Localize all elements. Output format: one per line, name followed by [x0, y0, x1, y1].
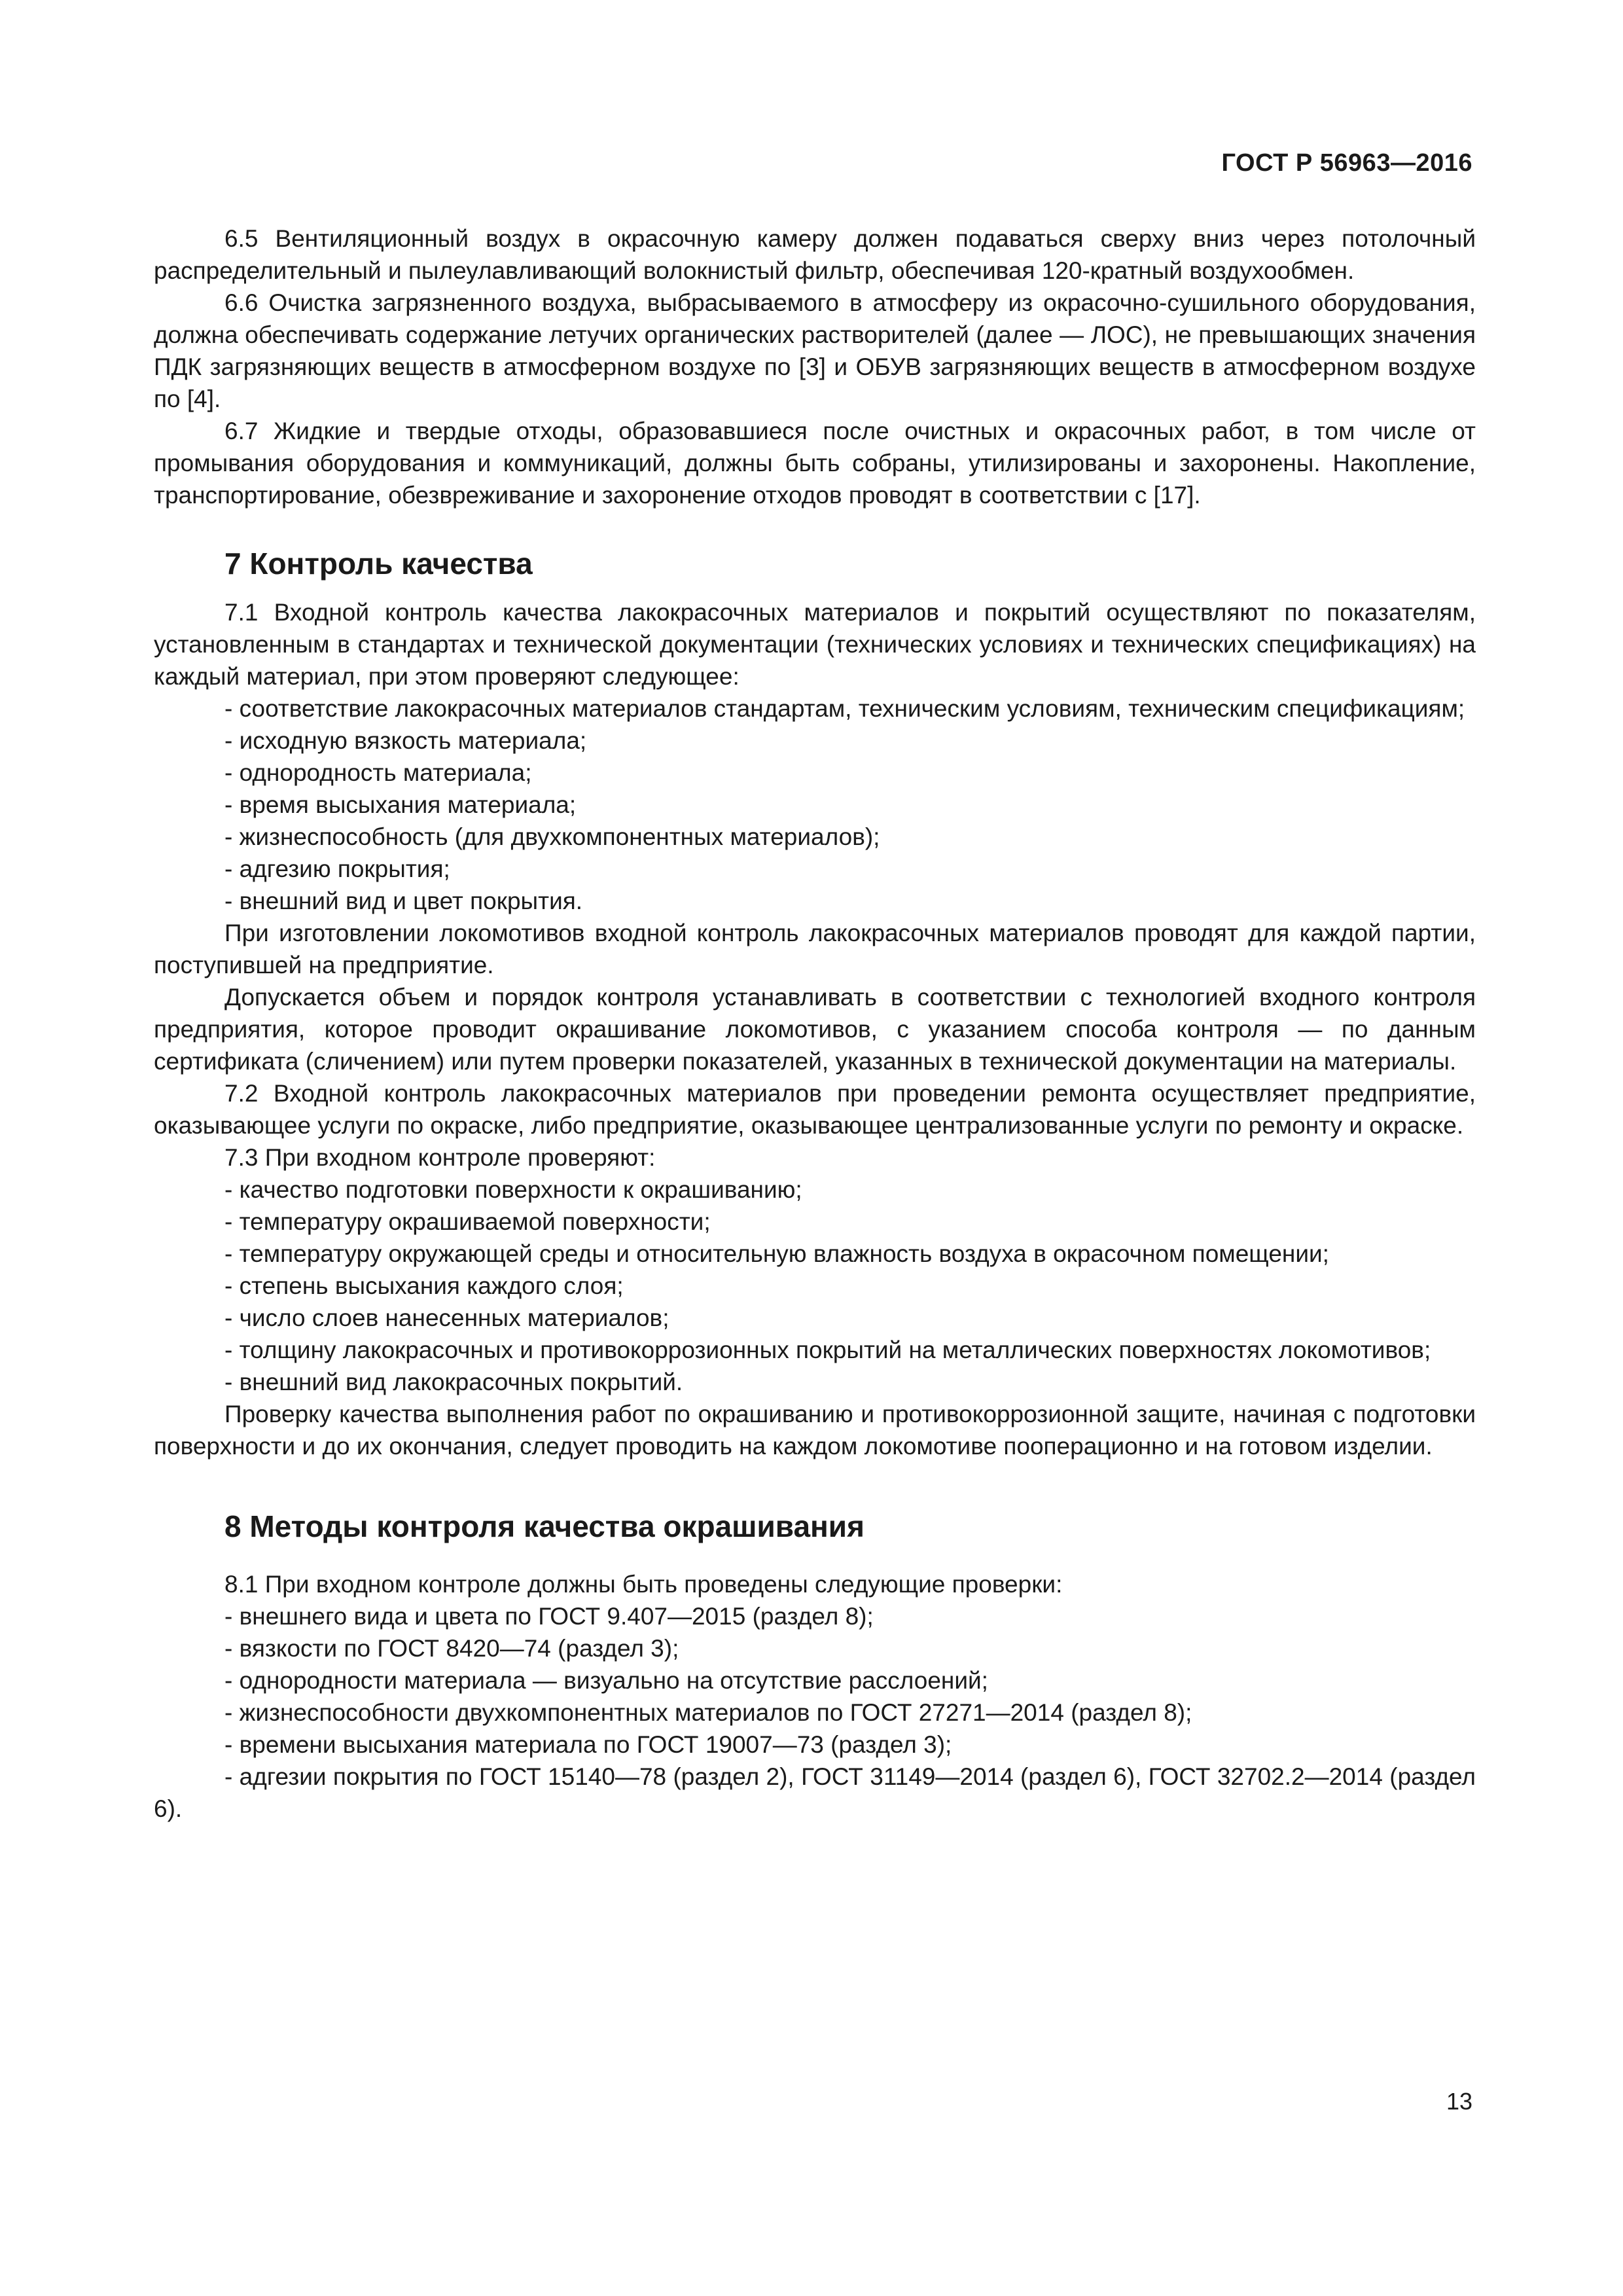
list-item: - времени высыхания материала по ГОСТ 19007—73 (раздел 3); — [224, 1731, 952, 1758]
page-number: 13 — [1446, 2088, 1472, 2115]
list-item: - адгезии покрытия по ГОСТ 15140—78 (раздел 2), ГОСТ 31149—2014 (раздел 6), ГОСТ 32702.2—2014 (раздел 6). — [154, 1763, 1476, 1822]
list-item: - внешнего вида и цвета по ГОСТ 9.407—2015 (раздел 8); — [224, 1603, 874, 1630]
paragraph-7-3: 7.3 При входном контроле проверяют: — [224, 1144, 656, 1171]
document-code: ГОСТ Р 56963—2016 — [1221, 149, 1472, 177]
paragraph-text: Допускается объем и порядок контроля устанавливать в соответствии с технологией входного контроля предприятия, которое проводит окрашивание локомотивов, с указанием способа контроля — по данным сертификата (сличением) или путем проверки показателей, указанных в технической документации на материалы. — [154, 984, 1476, 1075]
list-item: - исходную вязкость материала; — [224, 727, 587, 754]
list-item: - температуру окружающей среды и относительную влажность воздуха в окрасочном помещении; — [224, 1240, 1329, 1267]
paragraph-7-2: 7.2 Входной контроль лакокрасочных материалов при проведении ремонта осуществляет предприятие, оказывающее услуги по окраске, либо предприятие, оказывающее централизованные услуги по ремонту и окраске. — [154, 1080, 1476, 1139]
list-item: - внешний вид лакокрасочных покрытий. — [224, 1369, 683, 1395]
list-item: - число слоев нанесенных материалов; — [224, 1304, 669, 1331]
list-item: - однородности материала — визуально на отсутствие расслоений; — [224, 1667, 988, 1694]
list-item: - адгезию покрытия; — [224, 855, 450, 882]
list-item: - вязкости по ГОСТ 8420—74 (раздел 3); — [224, 1635, 679, 1662]
list-item: - толщину лакокрасочных и противокоррозионных покрытий на металлических поверхностях локомотивов; — [224, 1336, 1431, 1363]
paragraph-text: При изготовлении локомотивов входной контроль лакокрасочных материалов проводят для каждой партии, поступившей на предприятие. — [154, 920, 1476, 978]
paragraph-6-5: 6.5 Вентиляционный воздух в окрасочную камеру должен подаваться сверху вниз через потолочный распределительный и пылеулавливающий волокнистый фильтр, обеспечивая 120-кратный воздухообмен. — [154, 225, 1476, 284]
page-content — [154, 223, 1476, 1825]
list-item: - жизнеспособности двухкомпонентных материалов по ГОСТ 27271—2014 (раздел 8); — [224, 1699, 1192, 1726]
list-item: - температуру окрашиваемой поверхности; — [224, 1208, 711, 1235]
section-7-body — [154, 596, 1476, 1462]
list-item: - качество подготовки поверхности к окрашиванию; — [224, 1176, 802, 1203]
section-8-title: 8 Методы контроля качества окрашивания — [224, 1509, 865, 1543]
section-8-body — [154, 1568, 1476, 1825]
list-item: - внешний вид и цвет покрытия. — [224, 888, 583, 914]
paragraph-text: Проверку качества выполнения работ по окрашиванию и противокоррозионной защите, начиная с подготовки поверхности и до их окончания, следует проводить на каждом локомотиве пооперационно и на готовом изделии. — [154, 1401, 1476, 1460]
paragraph-6-7: 6.7 Жидкие и твердые отходы, образовавшиеся после очистных и окрасочных работ, в том числе от промывания оборудования и коммуникаций, должны быть собраны, утилизированы и захоронены. Накопление, транспортирование, обезвреживание и захоронение отходов проводят в соответствии с [17]. — [154, 418, 1476, 509]
paragraph-7-1: 7.1 Входной контроль качества лакокрасочных материалов и покрытий осуществляют по показателям, установленным в стандартах и технической документации (технических условиях и технических спецификациях) на каждый материал, при этом проверяют следующее: — [154, 599, 1476, 690]
list-item: - время высыхания материала; — [224, 791, 577, 818]
list-item: - степень высыхания каждого слоя; — [224, 1272, 624, 1299]
section-6-paragraphs — [154, 223, 1476, 511]
section-7-title: 7 Контроль качества — [224, 547, 533, 581]
paragraph-8-1: 8.1 При входном контроле должны быть проведены следующие проверки: — [224, 1571, 1063, 1598]
list-item: - однородность материала; — [224, 759, 532, 786]
list-item: - соответствие лакокрасочных материалов стандартам, техническим условиям, техническим спецификациям; — [224, 695, 1465, 722]
list-item: - жизнеспособность (для двухкомпонентных материалов); — [224, 823, 880, 850]
paragraph-6-6: 6.6 Очистка загрязненного воздуха, выбрасываемого в атмосферу из окрасочно-сушильного оборудования, должна обеспечивать содержание летучих органических растворителей (далее — ЛОС), не превышающих значения ПДК загрязняющих веществ в атмосферном воздухе по [3] и ОБУВ загрязняющих веществ в атмосферном воздухе по [4]. — [154, 289, 1476, 412]
